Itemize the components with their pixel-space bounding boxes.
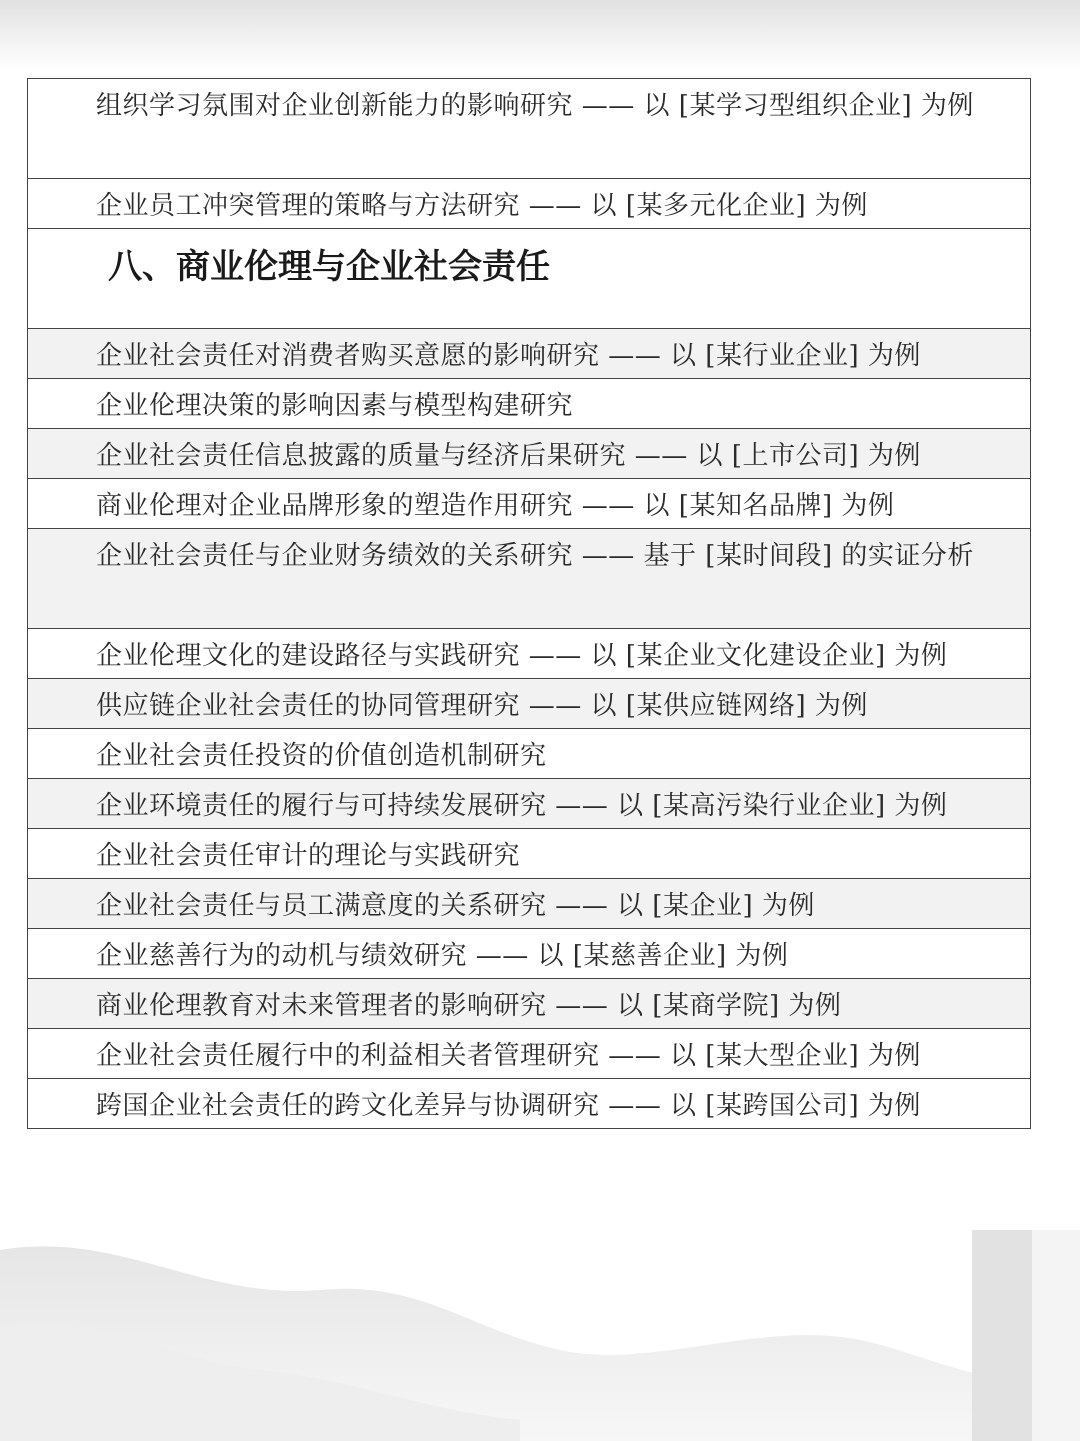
topic-cell: 企业社会责任投资的价值创造机制研究	[28, 729, 1031, 779]
table-row	[28, 779, 1031, 829]
topic-cell: 企业社会责任信息披露的质量与经济后果研究 —— 以 [上市公司] 为例	[28, 429, 1031, 479]
topic-table	[27, 78, 1031, 1129]
topic-cell: 企业环境责任的履行与可持续发展研究 —— 以 [某高污染行业企业] 为例	[28, 779, 1031, 829]
section-heading: 八、商业伦理与企业社会责任	[28, 229, 1031, 329]
topic-cell: 企业伦理文化的建设路径与实践研究 —— 以 [某企业文化建设企业] 为例	[28, 629, 1031, 679]
table-row	[28, 1079, 1031, 1129]
topic-cell: 供应链企业社会责任的协同管理研究 —— 以 [某供应链网络] 为例	[28, 679, 1031, 729]
topic-cell: 组织学习氛围对企业创新能力的影响研究 —— 以 [某学习型组织企业] 为例	[28, 79, 1031, 179]
table-row	[28, 479, 1031, 529]
table-row	[28, 679, 1031, 729]
topic-cell: 企业社会责任与企业财务绩效的关系研究 —— 基于 [某时间段] 的实证分析	[28, 529, 1031, 629]
table-row	[28, 379, 1031, 429]
topic-cell: 企业社会责任对消费者购买意愿的影响研究 —— 以 [某行业企业] 为例	[28, 329, 1031, 379]
section-row	[28, 229, 1031, 329]
table-row	[28, 829, 1031, 879]
topic-cell: 商业伦理对企业品牌形象的塑造作用研究 —— 以 [某知名品牌] 为例	[28, 479, 1031, 529]
table-row	[28, 329, 1031, 379]
topic-cell: 跨国企业社会责任的跨文化差异与协调研究 —— 以 [某跨国公司] 为例	[28, 1079, 1031, 1129]
table-row	[28, 429, 1031, 479]
table-row	[28, 929, 1031, 979]
topic-cell: 企业社会责任履行中的利益相关者管理研究 —— 以 [某大型企业] 为例	[28, 1029, 1031, 1079]
topic-cell: 企业员工冲突管理的策略与方法研究 —— 以 [某多元化企业] 为例	[28, 179, 1031, 229]
topic-cell: 企业慈善行为的动机与绩效研究 —— 以 [某慈善企业] 为例	[28, 929, 1031, 979]
topic-cell: 企业社会责任与员工满意度的关系研究 —— 以 [某企业] 为例	[28, 879, 1031, 929]
table-row	[28, 529, 1031, 629]
topic-cell: 商业伦理教育对未来管理者的影响研究 —— 以 [某商学院] 为例	[28, 979, 1031, 1029]
topic-cell: 企业伦理决策的影响因素与模型构建研究	[28, 379, 1031, 429]
table-row	[28, 1029, 1031, 1079]
table-row	[28, 179, 1031, 229]
table-row	[28, 979, 1031, 1029]
table-row	[28, 629, 1031, 679]
table-row	[28, 79, 1031, 179]
table-row	[28, 879, 1031, 929]
topic-cell: 企业社会责任审计的理论与实践研究	[28, 829, 1031, 879]
table-row	[28, 729, 1031, 779]
